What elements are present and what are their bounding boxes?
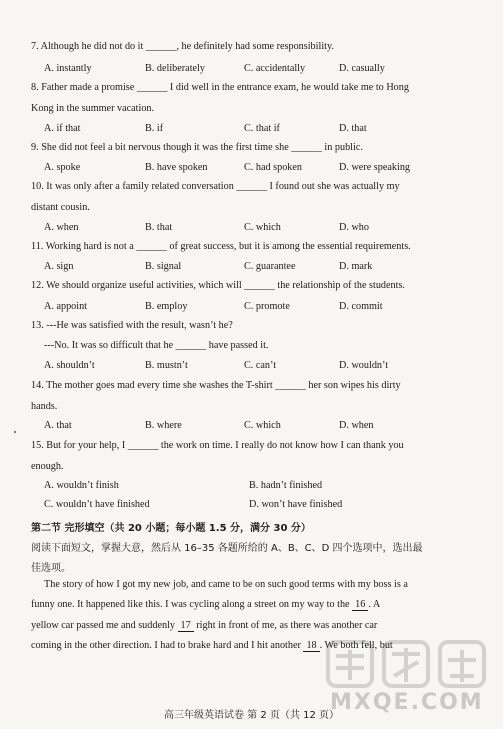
option-c: C. which xyxy=(244,420,281,431)
option-a: A. appoint xyxy=(44,301,88,312)
passage-line-3: yellow car passed me and suddenly 17 right in front of me, as there was another car xyxy=(31,620,378,631)
option-d: D. when xyxy=(339,420,374,431)
option-a: A. shouldn’t xyxy=(44,360,95,371)
option-b: B. hadn’t finished xyxy=(249,480,323,491)
question-13-options xyxy=(0,360,503,374)
question-8-options xyxy=(0,123,503,137)
option-a: A. if that xyxy=(44,123,81,134)
option-b: B. deliberately xyxy=(145,63,205,74)
option-b: B. where xyxy=(145,420,182,431)
option-d: D. won’t have finished xyxy=(249,499,343,510)
question-11-stem: 11. Working hard is not a ______ of great success, but it is among the essential requirements. xyxy=(31,241,411,252)
option-c: C. which xyxy=(244,222,281,233)
question-8-stem: 8. Father made a promise ______ I did well in the entrance exam, he would take me to Hong xyxy=(31,82,409,93)
option-a: A. instantly xyxy=(44,63,92,74)
option-a: A. sign xyxy=(44,261,74,272)
question-9-stem: 9. She did not feel a bit nervous though it was the first time she ______ in public. xyxy=(31,142,363,153)
option-d: D. wouldn’t xyxy=(339,360,389,371)
question-14-stem: 14. The mother goes mad every time she washes the T-shirt ______ her son wipes his dirty xyxy=(31,380,401,391)
question-15-stem: 15. But for your help, I ______ the work on time. I really do not know how I can thank you xyxy=(31,440,404,451)
stray-mark xyxy=(14,431,16,433)
passage-line-1: The story of how I got my new job, and came to be on such good terms with my boss is a xyxy=(44,579,408,590)
option-c: C. that if xyxy=(244,123,280,134)
question-13-stem-cont: ---No. It was so difficult that he ______ have passed it. xyxy=(44,340,269,351)
option-b: B. mustn’t xyxy=(145,360,188,371)
question-15-stem-cont: enough. xyxy=(31,461,64,472)
option-d: D. were speaking xyxy=(339,162,411,173)
question-11-options xyxy=(0,261,503,275)
section-instruction-cont: 佳选项。 xyxy=(31,563,71,574)
option-c: C. promote xyxy=(244,301,290,312)
question-9-options xyxy=(0,162,503,176)
question-7-stem: 7. Although he did not do it ______, he definitely had some responsibility. xyxy=(31,41,334,52)
passage-line-4: coming in the other direction. I had to brake hard and I hit another 18 . We both fell, but xyxy=(31,640,393,651)
option-b: B. that xyxy=(145,222,173,233)
option-d: D. that xyxy=(339,123,367,134)
section-heading: 第二节 完形填空（共 20 小题；每小题 1.5 分，满分 30 分） xyxy=(31,523,311,534)
question-8-stem-cont: Kong in the summer vacation. xyxy=(31,103,155,114)
option-c: C. can’t xyxy=(244,360,277,371)
option-b: B. have spoken xyxy=(145,162,208,173)
option-b: B. signal xyxy=(145,261,182,272)
option-c: C. accidentally xyxy=(244,63,306,74)
option-a: A. when xyxy=(44,222,79,233)
blank-16: 16 xyxy=(352,599,368,611)
question-12-options xyxy=(0,301,503,315)
watermark-text: MXQE.COM xyxy=(330,690,484,715)
option-c: C. wouldn’t have finished xyxy=(44,499,150,510)
option-d: D. casually xyxy=(339,63,385,74)
blank-18: 18 xyxy=(303,640,319,652)
section-instruction: 阅读下面短文，掌握大意，然后从 16–35 各题所给的 A、B、C、D 四个选项中，选出最 xyxy=(31,543,423,554)
option-b: B. employ xyxy=(145,301,188,312)
passage-line-2: funny one. It happened like this. I was cycling along a street on my way to the 16 . A xyxy=(31,599,381,610)
question-10-stem: 10. It was only after a family related conversation ______ I found out she was actually my xyxy=(31,181,400,192)
option-a: A. spoke xyxy=(44,162,81,173)
option-d: D. mark xyxy=(339,261,373,272)
question-15-options-row1 xyxy=(0,480,503,494)
question-10-stem-cont: distant cousin. xyxy=(31,202,90,213)
question-15-options-row2 xyxy=(0,499,503,513)
option-c: C. had spoken xyxy=(244,162,303,173)
question-13-stem: 13. ---He was satisfied with the result, wasn’t he? xyxy=(31,320,233,331)
question-10-options xyxy=(0,222,503,236)
page-footer: 高三年级英语试卷 第 2 页（共 12 页） xyxy=(164,710,339,721)
option-b: B. if xyxy=(145,123,164,134)
question-7-options xyxy=(0,63,503,77)
option-a: A. that xyxy=(44,420,72,431)
option-a: A. wouldn’t finish xyxy=(44,480,119,491)
question-12-stem: 12. We should organize useful activities, which will ______ the relationship of the students. xyxy=(31,280,405,291)
option-c: C. guarantee xyxy=(244,261,296,272)
blank-17: 17 xyxy=(178,620,194,632)
option-d: D. who xyxy=(339,222,369,233)
option-d: D. commit xyxy=(339,301,383,312)
question-14-stem-cont: hands. xyxy=(31,401,58,412)
question-14-options xyxy=(0,420,503,434)
